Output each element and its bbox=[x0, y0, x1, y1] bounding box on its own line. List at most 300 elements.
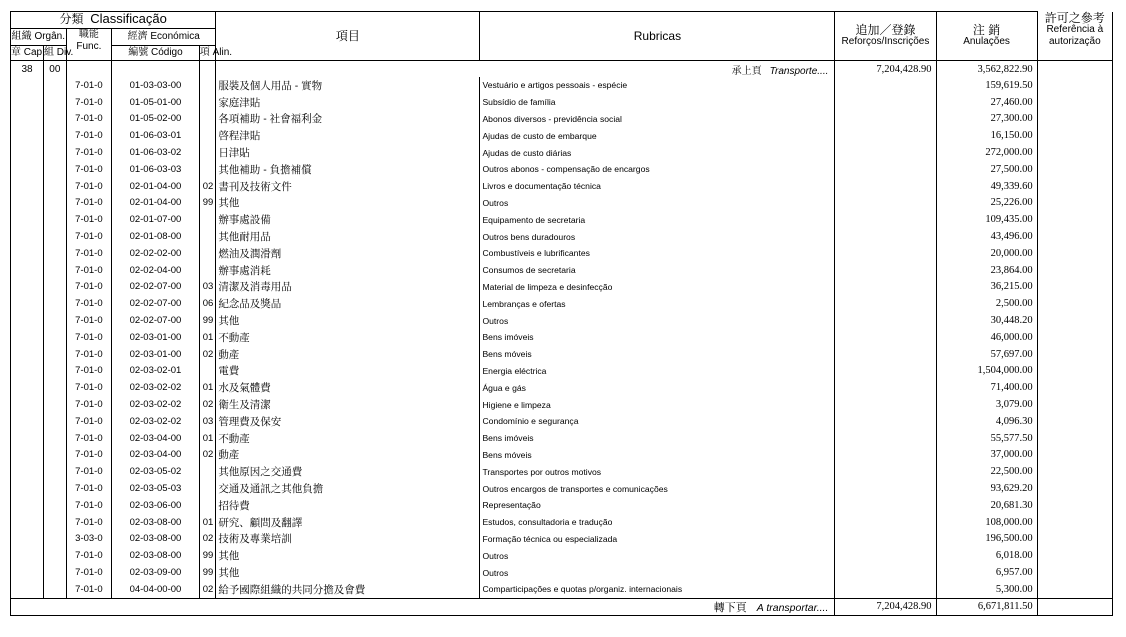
div-cell bbox=[44, 547, 67, 564]
cap-cell bbox=[11, 497, 44, 514]
table-row bbox=[11, 195, 1113, 212]
rubrica-cell: Outros bens duradouros bbox=[480, 228, 835, 245]
referencia-cell bbox=[1037, 413, 1112, 430]
alin-cell: 02 bbox=[199, 531, 216, 548]
carry-in-label bbox=[216, 61, 835, 78]
func-cell: 7-01-0 bbox=[66, 564, 111, 581]
codigo-cell: 02-01-04-00 bbox=[112, 195, 200, 212]
func-cell: 3-03-0 bbox=[66, 531, 111, 548]
anulacoes-cell: 93,629.20 bbox=[936, 480, 1037, 497]
rubrica-cell: Equipamento de secretaria bbox=[480, 211, 835, 228]
referencia-cell bbox=[1037, 430, 1112, 447]
codigo-cell: 02-03-02-02 bbox=[112, 396, 200, 413]
reforcos-header bbox=[835, 12, 936, 61]
codigo-cell: 02-03-02-01 bbox=[112, 363, 200, 380]
table-row bbox=[11, 245, 1113, 262]
rubrica-cell: Água e gás bbox=[480, 379, 835, 396]
codigo-cell: 02-03-04-00 bbox=[112, 430, 200, 447]
anulacoes-cell: 2,500.00 bbox=[936, 295, 1037, 312]
anulacoes-cell: 196,500.00 bbox=[936, 531, 1037, 548]
carry-in-row bbox=[11, 61, 1113, 78]
budget-table bbox=[10, 11, 1113, 616]
table-row bbox=[11, 396, 1113, 413]
div-cell bbox=[44, 77, 67, 94]
codigo-cell: 01-06-03-03 bbox=[112, 161, 200, 178]
anulacoes-cell: 37,000.00 bbox=[936, 447, 1037, 464]
rubrica-cell: Lembranças e ofertas bbox=[480, 295, 835, 312]
anulacoes-cell: 159,619.50 bbox=[936, 77, 1037, 94]
cap-cell bbox=[11, 430, 44, 447]
cap-cell bbox=[11, 547, 44, 564]
item-cn-cell: 研究、顧問及翻譯 bbox=[216, 514, 480, 531]
func-cell: 7-01-0 bbox=[66, 363, 111, 380]
classificacao-header bbox=[11, 12, 216, 29]
func-cell: 7-01-0 bbox=[66, 413, 111, 430]
alin-cell: 02 bbox=[199, 447, 216, 464]
referencia-pt-1: Referência à bbox=[1046, 23, 1104, 35]
cap-cell bbox=[11, 396, 44, 413]
cap-cell bbox=[11, 94, 44, 111]
cap-cell bbox=[11, 379, 44, 396]
anulacoes-cell: 27,300.00 bbox=[936, 111, 1037, 128]
codigo-cell: 02-03-01-00 bbox=[112, 329, 200, 346]
codigo-cell: 01-06-03-01 bbox=[112, 127, 200, 144]
cap-cell bbox=[11, 211, 44, 228]
rubrica-cell: Outros bbox=[480, 547, 835, 564]
div-cell bbox=[44, 144, 67, 161]
div-cell bbox=[44, 245, 67, 262]
classificacao-cn: 分類 bbox=[59, 12, 84, 26]
anulacoes-cell: 23,864.00 bbox=[936, 262, 1037, 279]
referencia-cell bbox=[1037, 396, 1112, 413]
cap-cell bbox=[11, 531, 44, 548]
codigo-cell: 02-02-04-00 bbox=[112, 262, 200, 279]
div-cell bbox=[44, 379, 67, 396]
anulacoes-cell: 5,300.00 bbox=[936, 581, 1037, 598]
anulacoes-cell: 71,400.00 bbox=[936, 379, 1037, 396]
alin-cell: 01 bbox=[199, 329, 216, 346]
item-cn-header: 項目 bbox=[216, 12, 480, 61]
table-row bbox=[11, 363, 1113, 380]
rubrica-cell: Higiene e limpeza bbox=[480, 396, 835, 413]
codigo-cell: 02-03-08-00 bbox=[112, 547, 200, 564]
anulacoes-cell: 272,000.00 bbox=[936, 144, 1037, 161]
rubrica-cell: Subsídio de família bbox=[480, 94, 835, 111]
table-row bbox=[11, 581, 1113, 598]
func-cell: 7-01-0 bbox=[66, 195, 111, 212]
item-cn-cell: 交通及通訊之其他負擔 bbox=[216, 480, 480, 497]
cap-cell bbox=[11, 262, 44, 279]
alin-cell bbox=[199, 228, 216, 245]
item-cn-cell: 書刊及技術文件 bbox=[216, 178, 480, 195]
func-cell: 7-01-0 bbox=[66, 111, 111, 128]
codigo-cell: 02-03-06-00 bbox=[112, 497, 200, 514]
anulacoes-cell: 6,018.00 bbox=[936, 547, 1037, 564]
carry-out-anulacoes: 6,671,811.50 bbox=[936, 598, 1037, 615]
anulacoes-cell: 55,577.50 bbox=[936, 430, 1037, 447]
anulacoes-header bbox=[936, 12, 1037, 61]
table-row bbox=[11, 463, 1113, 480]
referencia-cell bbox=[1037, 447, 1112, 464]
func-cell: 7-01-0 bbox=[66, 346, 111, 363]
func-cell: 7-01-0 bbox=[66, 228, 111, 245]
rubrica-cell: Bens móveis bbox=[480, 447, 835, 464]
referencia-cell bbox=[1037, 77, 1112, 94]
alin-cell: 99 bbox=[199, 195, 216, 212]
div-cell bbox=[44, 564, 67, 581]
reforcos-cell bbox=[835, 514, 936, 531]
codigo-header: 編號 Código bbox=[112, 46, 200, 61]
cap-cell bbox=[11, 564, 44, 581]
anulacoes-cell: 57,697.00 bbox=[936, 346, 1037, 363]
func-cell: 7-01-0 bbox=[66, 514, 111, 531]
rubrica-cell: Livros e documentação técnica bbox=[480, 178, 835, 195]
anulacoes-cell: 109,435.00 bbox=[936, 211, 1037, 228]
reforcos-cell bbox=[835, 144, 936, 161]
cap-cell bbox=[11, 144, 44, 161]
table-row bbox=[11, 531, 1113, 548]
carry-in-reforcos: 7,204,428.90 bbox=[835, 61, 936, 78]
reforcos-cell bbox=[835, 379, 936, 396]
item-cn-cell: 不動產 bbox=[216, 430, 480, 447]
alin-cell bbox=[199, 363, 216, 380]
anulacoes-pt: Anulações bbox=[963, 36, 1010, 47]
cap-cell bbox=[11, 312, 44, 329]
func-cell: 7-01-0 bbox=[66, 312, 111, 329]
table-row bbox=[11, 161, 1113, 178]
carry-out-label-pt: A transportar.... bbox=[756, 601, 829, 614]
codigo-cell: 02-03-05-02 bbox=[112, 463, 200, 480]
referencia-cell bbox=[1037, 463, 1112, 480]
item-cn-cell: 衛生及清潔 bbox=[216, 396, 480, 413]
cap-header: 章 Cap. bbox=[11, 46, 44, 61]
codigo-cell: 02-02-07-00 bbox=[112, 279, 200, 296]
item-cn-cell: 其他 bbox=[216, 195, 480, 212]
div-cell bbox=[44, 195, 67, 212]
cap-cell bbox=[11, 514, 44, 531]
referencia-cell bbox=[1037, 514, 1112, 531]
anulacoes-cell: 108,000.00 bbox=[936, 514, 1037, 531]
codigo-cell: 01-03-03-00 bbox=[112, 77, 200, 94]
referencia-pt-2: autorização bbox=[1048, 35, 1101, 47]
anulacoes-cell: 16,150.00 bbox=[936, 127, 1037, 144]
div-cell bbox=[44, 363, 67, 380]
reforcos-cell bbox=[835, 547, 936, 564]
table-rows bbox=[11, 77, 1113, 598]
referencia-cell bbox=[1037, 262, 1112, 279]
anulacoes-cell: 3,079.00 bbox=[936, 396, 1037, 413]
rubrica-cell: Formação técnica ou especializada bbox=[480, 531, 835, 548]
reforcos-cell bbox=[835, 312, 936, 329]
func-cell: 7-01-0 bbox=[66, 430, 111, 447]
referencia-cell bbox=[1037, 497, 1112, 514]
func-cell: 7-01-0 bbox=[66, 547, 111, 564]
item-cn-cell: 紀念品及獎品 bbox=[216, 295, 480, 312]
referencia-cell bbox=[1037, 564, 1112, 581]
referencia-cell bbox=[1037, 228, 1112, 245]
rubrica-cell: Outros bbox=[480, 312, 835, 329]
func-cell: 7-01-0 bbox=[66, 77, 111, 94]
alin-header: 項 Alin. bbox=[199, 46, 216, 61]
item-cn-cell: 其他 bbox=[216, 564, 480, 581]
item-cn-cell: 啓程津貼 bbox=[216, 127, 480, 144]
func-cell: 7-01-0 bbox=[66, 161, 111, 178]
referencia-cell bbox=[1037, 295, 1112, 312]
table-row bbox=[11, 77, 1113, 94]
alin-cell bbox=[199, 497, 216, 514]
reforcos-cell bbox=[835, 262, 936, 279]
item-cn-cell: 技術及專業培訓 bbox=[216, 531, 480, 548]
alin-cell: 02 bbox=[199, 581, 216, 598]
item-cn-cell: 日津貼 bbox=[216, 144, 480, 161]
reforcos-cell bbox=[835, 581, 936, 598]
alin-cell bbox=[199, 111, 216, 128]
funcional-cn: 職能 bbox=[78, 29, 99, 40]
funcional-header bbox=[66, 29, 111, 61]
item-cn-cell: 家庭津貼 bbox=[216, 94, 480, 111]
cap-cell bbox=[11, 480, 44, 497]
codigo-cell: 02-01-07-00 bbox=[112, 211, 200, 228]
reforcos-cell bbox=[835, 161, 936, 178]
cap-cell bbox=[11, 363, 44, 380]
table-row bbox=[11, 94, 1113, 111]
anulacoes-cell: 1,504,000.00 bbox=[936, 363, 1037, 380]
div-cell bbox=[44, 312, 67, 329]
div-cell bbox=[44, 211, 67, 228]
rubrica-cell: Material de limpeza e desinfecção bbox=[480, 279, 835, 296]
rubrica-cell: Bens imóveis bbox=[480, 430, 835, 447]
cap-value: 38 bbox=[11, 61, 44, 78]
item-cn-cell: 燃油及潤滑劑 bbox=[216, 245, 480, 262]
div-cell bbox=[44, 497, 67, 514]
table-row bbox=[11, 295, 1113, 312]
cap-cell bbox=[11, 295, 44, 312]
anulacoes-cell: 49,339.60 bbox=[936, 178, 1037, 195]
alin-cell bbox=[199, 245, 216, 262]
func-cell: 7-01-0 bbox=[66, 396, 111, 413]
item-cn-cell: 服裝及個人用品 - 實物 bbox=[216, 77, 480, 94]
item-cn-cell: 辦事處消耗 bbox=[216, 262, 480, 279]
alin-cell bbox=[199, 211, 216, 228]
func-cell: 7-01-0 bbox=[66, 463, 111, 480]
rubrica-cell: Outros encargos de transportes e comunicações bbox=[480, 480, 835, 497]
item-cn-cell: 水及氣體費 bbox=[216, 379, 480, 396]
codigo-cell: 02-03-08-00 bbox=[112, 514, 200, 531]
rubrica-cell: Condomínio e segurança bbox=[480, 413, 835, 430]
table-row bbox=[11, 329, 1113, 346]
rubrica-cell: Outros abonos - compensação de encargos bbox=[480, 161, 835, 178]
anulacoes-cell: 43,496.00 bbox=[936, 228, 1037, 245]
item-cn-cell: 給予國際組織的共同分擔及會費 bbox=[216, 581, 480, 598]
referencia-cell bbox=[1037, 547, 1112, 564]
anulacoes-cell: 25,226.00 bbox=[936, 195, 1037, 212]
table-row bbox=[11, 413, 1113, 430]
rubrica-cell: Bens móveis bbox=[480, 346, 835, 363]
referencia-cell bbox=[1037, 178, 1112, 195]
carry-in-anulacoes: 3,562,822.90 bbox=[936, 61, 1037, 78]
rubrica-cell: Transportes por outros motivos bbox=[480, 463, 835, 480]
rubrica-cell: Abonos diversos - previdência social bbox=[480, 111, 835, 128]
carry-out-label bbox=[480, 598, 835, 615]
reforcos-cell bbox=[835, 480, 936, 497]
anulacoes-cell: 20,681.30 bbox=[936, 497, 1037, 514]
alin-cell: 01 bbox=[199, 430, 216, 447]
div-cell bbox=[44, 430, 67, 447]
div-cell bbox=[44, 127, 67, 144]
codigo-cell: 02-03-02-02 bbox=[112, 413, 200, 430]
reforcos-cell bbox=[835, 329, 936, 346]
reforcos-cell bbox=[835, 497, 936, 514]
reforcos-cell bbox=[835, 463, 936, 480]
codigo-cell: 01-05-02-00 bbox=[112, 111, 200, 128]
table-row bbox=[11, 564, 1113, 581]
div-cell bbox=[44, 531, 67, 548]
anulacoes-cell: 27,500.00 bbox=[936, 161, 1037, 178]
rubrica-cell: Comparticipações e quotas p/organiz. internacionais bbox=[480, 581, 835, 598]
referencia-cell bbox=[1037, 94, 1112, 111]
table-row bbox=[11, 279, 1113, 296]
cap-cell bbox=[11, 463, 44, 480]
alin-cell bbox=[199, 77, 216, 94]
table-row bbox=[11, 547, 1113, 564]
codigo-cell: 02-03-08-00 bbox=[112, 531, 200, 548]
div-cell bbox=[44, 480, 67, 497]
table-row bbox=[11, 430, 1113, 447]
item-cn-cell: 招待費 bbox=[216, 497, 480, 514]
reforcos-cell bbox=[835, 111, 936, 128]
reforcos-cell bbox=[835, 77, 936, 94]
rubrica-cell: Ajudas de custo de embarque bbox=[480, 127, 835, 144]
alin-cell: 01 bbox=[199, 514, 216, 531]
rubrica-cell: Outros bbox=[480, 195, 835, 212]
referencia-cell bbox=[1037, 363, 1112, 380]
anulacoes-cn: 注 銷 bbox=[972, 23, 1001, 37]
rubrica-cell: Representação bbox=[480, 497, 835, 514]
div-cell bbox=[44, 514, 67, 531]
div-cell bbox=[44, 94, 67, 111]
reforcos-cell bbox=[835, 211, 936, 228]
alin-cell: 99 bbox=[199, 564, 216, 581]
classificacao-pt: Classificação bbox=[90, 11, 167, 26]
carry-out-label-cn: 轉下頁 bbox=[713, 601, 747, 614]
referencia-cell bbox=[1037, 581, 1112, 598]
reforcos-cell bbox=[835, 346, 936, 363]
rubrica-cell: Bens imóveis bbox=[480, 329, 835, 346]
codigo-cell: 02-03-05-03 bbox=[112, 480, 200, 497]
reforcos-cell bbox=[835, 564, 936, 581]
rubrica-cell: Consumos de secretaria bbox=[480, 262, 835, 279]
referencia-cell bbox=[1037, 329, 1112, 346]
anulacoes-cell: 27,460.00 bbox=[936, 94, 1037, 111]
reforcos-cell bbox=[835, 413, 936, 430]
item-cn-cell: 辦事處設備 bbox=[216, 211, 480, 228]
table-row bbox=[11, 111, 1113, 128]
alin-cell: 02 bbox=[199, 178, 216, 195]
referencia-cell bbox=[1037, 127, 1112, 144]
referencia-cell bbox=[1037, 111, 1112, 128]
cap-cell bbox=[11, 413, 44, 430]
rubrica-cell: Energia eléctrica bbox=[480, 363, 835, 380]
func-cell: 7-01-0 bbox=[66, 211, 111, 228]
rubrica-cell: Outros bbox=[480, 564, 835, 581]
reforcos-cell bbox=[835, 396, 936, 413]
func-cell: 7-01-0 bbox=[66, 262, 111, 279]
codigo-cell: 04-04-00-00 bbox=[112, 581, 200, 598]
alin-cell: 02 bbox=[199, 346, 216, 363]
codigo-cell: 02-03-04-00 bbox=[112, 447, 200, 464]
table-row bbox=[11, 262, 1113, 279]
item-cn-cell: 其他補助 - 負擔補償 bbox=[216, 161, 480, 178]
reforcos-cn: 追加／登錄 bbox=[855, 23, 916, 37]
func-cell: 7-01-0 bbox=[66, 581, 111, 598]
codigo-cell: 02-02-02-00 bbox=[112, 245, 200, 262]
alin-cell: 03 bbox=[199, 413, 216, 430]
referencia-cell bbox=[1037, 195, 1112, 212]
alin-cell: 06 bbox=[199, 295, 216, 312]
div-header: 組 Div. bbox=[44, 46, 67, 61]
div-cell bbox=[44, 447, 67, 464]
carry-in-label-pt: Transporte.... bbox=[769, 65, 829, 77]
cap-cell bbox=[11, 346, 44, 363]
alin-cell bbox=[199, 262, 216, 279]
codigo-cell: 02-02-07-00 bbox=[112, 312, 200, 329]
rubricas-header: Rubricas bbox=[480, 12, 835, 61]
alin-cell bbox=[199, 463, 216, 480]
alin-cell: 99 bbox=[199, 312, 216, 329]
div-cell bbox=[44, 581, 67, 598]
reforcos-cell bbox=[835, 127, 936, 144]
reforcos-cell bbox=[835, 295, 936, 312]
rubrica-cell: Ajudas de custo diárias bbox=[480, 144, 835, 161]
referencia-cell bbox=[1037, 312, 1112, 329]
codigo-cell: 01-06-03-02 bbox=[112, 144, 200, 161]
codigo-cell: 02-03-01-00 bbox=[112, 346, 200, 363]
carry-out-reforcos: 7,204,428.90 bbox=[835, 598, 936, 615]
table-row bbox=[11, 228, 1113, 245]
table-row bbox=[11, 514, 1113, 531]
func-cell: 7-01-0 bbox=[66, 379, 111, 396]
func-cell: 7-01-0 bbox=[66, 279, 111, 296]
item-cn-cell: 其他耐用品 bbox=[216, 228, 480, 245]
table-row bbox=[11, 497, 1113, 514]
func-cell: 7-01-0 bbox=[66, 245, 111, 262]
table-row bbox=[11, 144, 1113, 161]
table-row bbox=[11, 312, 1113, 329]
cap-cell bbox=[11, 127, 44, 144]
cap-cell bbox=[11, 195, 44, 212]
item-cn-cell: 管理費及保安 bbox=[216, 413, 480, 430]
div-cell bbox=[44, 329, 67, 346]
item-cn-cell: 動產 bbox=[216, 447, 480, 464]
reforcos-cell bbox=[835, 178, 936, 195]
div-cell bbox=[44, 346, 67, 363]
organica-header: 組織 Orgân. bbox=[11, 29, 67, 46]
referencia-cell bbox=[1037, 144, 1112, 161]
reforcos-cell bbox=[835, 279, 936, 296]
table-row bbox=[11, 480, 1113, 497]
cap-cell bbox=[11, 228, 44, 245]
codigo-cell: 02-01-04-00 bbox=[112, 178, 200, 195]
div-value: 00 bbox=[44, 61, 67, 78]
table-row bbox=[11, 178, 1113, 195]
anulacoes-cell: 36,215.00 bbox=[936, 279, 1037, 296]
cap-cell bbox=[11, 161, 44, 178]
reforcos-cell bbox=[835, 195, 936, 212]
func-cell: 7-01-0 bbox=[66, 144, 111, 161]
div-cell bbox=[44, 262, 67, 279]
alin-cell bbox=[199, 94, 216, 111]
rubrica-cell: Vestuário e artigos pessoais - espécie bbox=[480, 77, 835, 94]
